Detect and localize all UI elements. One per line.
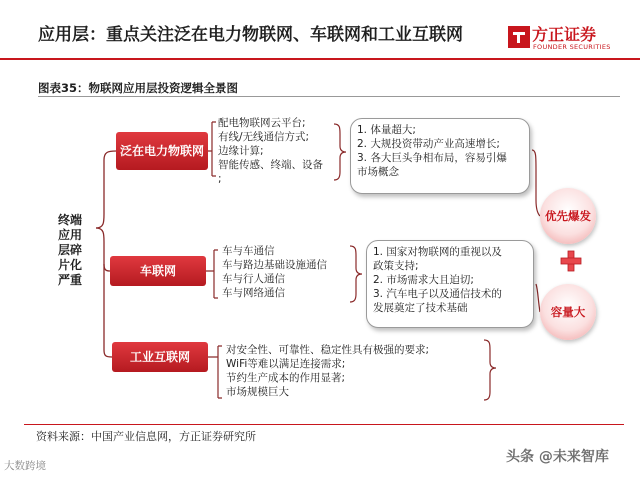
logic-item: 2. 市场需求大且迫切; bbox=[373, 274, 474, 286]
logic-item: 2. 大规投资带动产业高速增长; bbox=[357, 138, 500, 150]
plus-icon bbox=[560, 250, 582, 272]
feature-item: 车与路边基础设施通信 bbox=[222, 259, 327, 271]
watermark-right: 头条 @未来智库 bbox=[506, 449, 609, 465]
logic-item: 1. 体量超大; bbox=[357, 124, 416, 136]
feature-item: WiFi等难以满足连接需求; bbox=[226, 358, 346, 370]
category-iot-box: 泛在电力物联网 bbox=[116, 132, 208, 170]
feature-item: 配电物联网云平台; bbox=[218, 117, 306, 129]
watermark-left: 大数跨境 bbox=[4, 460, 46, 472]
logic-item: 1. 国家对物联网的重视以及 bbox=[373, 246, 502, 258]
iot-logic-box bbox=[350, 118, 530, 194]
feature-item: 对安全性、可靠性、稳定性具有极强的要求; bbox=[226, 344, 430, 356]
feature-item: 智能传感、终端、设备 bbox=[218, 159, 323, 171]
vehicle-logic-box bbox=[366, 240, 534, 328]
logo-subtext: FOUNDER SECURITIES bbox=[533, 43, 611, 51]
category-industrial-internet-box: 工业互联网 bbox=[112, 342, 208, 372]
feature-item: 边缘计算; bbox=[218, 145, 264, 157]
footer-divider bbox=[24, 424, 624, 425]
feature-item: 车与网络通信 bbox=[222, 287, 285, 299]
iot-features-list bbox=[218, 116, 323, 186]
left-category-label: 终端应用层碎片化严重 bbox=[58, 213, 83, 287]
logo-text: 方正证券 bbox=[532, 25, 597, 44]
logic-item: 政策支持; bbox=[373, 260, 419, 272]
figure-title: 图表35：物联网应用层投资逻辑全景图 bbox=[38, 81, 239, 95]
logic-item: 发展奠定了技术基础 bbox=[373, 302, 468, 314]
feature-item: 有线/无线通信方式; bbox=[218, 131, 310, 143]
category-vehicle-network-box: 车联网 bbox=[110, 256, 206, 286]
feature-item: 市场规模巨大 bbox=[226, 386, 289, 398]
feature-item: 车与行人通信 bbox=[222, 273, 285, 285]
source-note: 资料来源：中国产业信息网，方正证券研究所 bbox=[36, 430, 256, 443]
priority-outbreak-circle: 优先爆发 bbox=[540, 188, 596, 244]
logic-item: 市场概念 bbox=[357, 166, 399, 178]
feature-item: ; bbox=[218, 173, 222, 185]
feature-item: 节约生产成本的作用显著; bbox=[226, 372, 346, 384]
large-capacity-circle: 容量大 bbox=[540, 284, 596, 340]
logic-item: 3. 各大巨头争相布局，容易引爆 bbox=[357, 152, 507, 164]
vehicle-features-list bbox=[222, 244, 327, 300]
feature-item: 车与车通信 bbox=[222, 245, 275, 257]
logic-item: 3. 汽车电子以及通信技术的 bbox=[373, 288, 502, 300]
page-title: 应用层：重点关注泛在电力物联网、车联网和工业互联网 bbox=[38, 25, 463, 45]
industrial-features-list bbox=[226, 343, 429, 399]
